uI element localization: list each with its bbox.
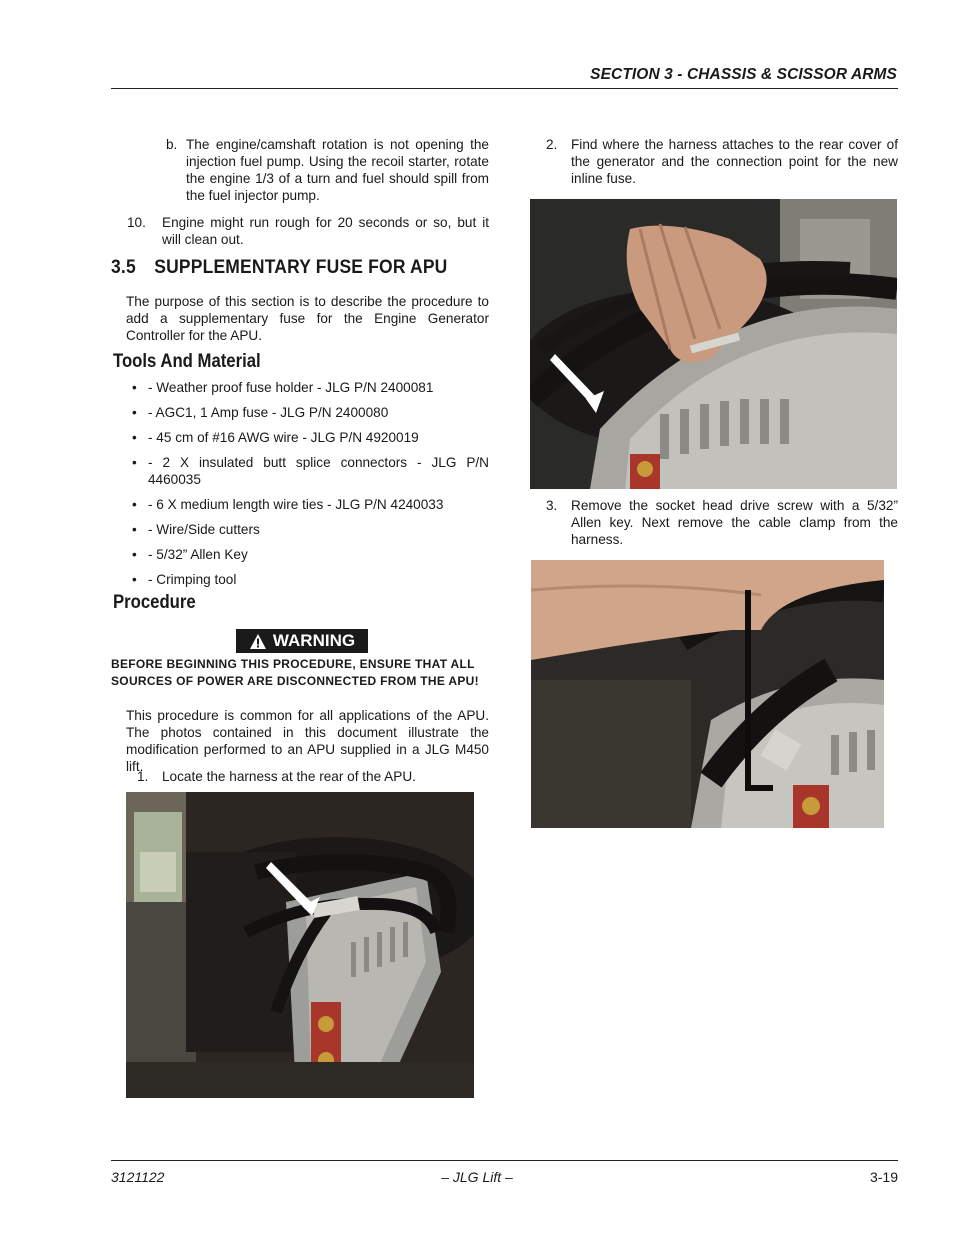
list-item: • - 6 X medium length wire ties - JLG P/N 4240033 bbox=[132, 497, 444, 512]
step-10-text: Engine might run rough for 20 seconds or so, but it will clean out. bbox=[162, 215, 489, 247]
section-title: SUPPLEMENTARY FUSE FOR APU bbox=[154, 257, 448, 278]
procedure-intro: This procedure is common for all applications of the APU. The photos contained in this document illustrate the modification performed to an APU supplied in a JLG M450 lift. bbox=[126, 708, 489, 774]
list-item: • - 45 cm of #16 AWG wire - JLG P/N 4920019 bbox=[132, 430, 419, 445]
section-number: 3.5 bbox=[111, 257, 136, 278]
step-3-text: Remove the socket head drive screw with a 5/32” Allen key. Next remove the cable clamp from the harness. bbox=[571, 498, 898, 547]
step-b-marker: b. bbox=[166, 137, 178, 152]
warning-banner bbox=[236, 629, 368, 653]
tools-heading-wrap bbox=[113, 353, 281, 370]
step-2-text: Find where the harness attaches to the rear cover of the generator and the connection point for the new inline fuse. bbox=[571, 137, 898, 186]
warning-triangle-icon bbox=[249, 633, 267, 650]
step-10-marker: 10. bbox=[127, 215, 146, 230]
step-2-marker: 2. bbox=[546, 137, 558, 152]
footer-divider bbox=[111, 1160, 898, 1161]
step-1-text: Locate the harness at the rear of the APU. bbox=[162, 769, 416, 784]
step-3 bbox=[546, 497, 898, 548]
step-b-text: The engine/camshaft rotation is not opening the injection fuel pump. Using the recoil starter, rotate the engine 1/3 of a turn and fuel should spill from the fuel injector pump. bbox=[186, 137, 489, 203]
step-2 bbox=[546, 136, 898, 187]
list-item: • - 5/32” Allen Key bbox=[132, 547, 248, 562]
procedure-heading: Procedure bbox=[113, 592, 196, 613]
step-1-marker: 1. bbox=[137, 769, 149, 784]
photo-apu-harness bbox=[126, 792, 474, 1098]
warning-label: WARNING bbox=[272, 631, 356, 650]
list-item: • - Wire/Side cutters bbox=[132, 522, 260, 537]
warning-text: BEFORE BEGINNING THIS PROCEDURE, ENSURE THAT ALL SOURCES OF POWER ARE DISCONNECTED FROM THE APU! bbox=[111, 657, 479, 688]
tools-list bbox=[127, 379, 489, 596]
step-b bbox=[166, 136, 489, 204]
procedure-heading-wrap bbox=[113, 594, 207, 611]
step-10 bbox=[127, 214, 489, 248]
footer-center: – JLG Lift – bbox=[441, 1169, 513, 1185]
section-intro: The purpose of this section is to describe the procedure to add a supplementary fuse for the Engine Generator Controller for the APU. bbox=[126, 294, 489, 343]
header-divider bbox=[111, 88, 898, 89]
tools-heading: Tools And Material bbox=[113, 351, 261, 372]
page-number: 3-19 bbox=[869, 1169, 898, 1185]
section-header: SECTION 3 - CHASSIS & SCISSOR ARMS bbox=[590, 66, 897, 83]
list-item: • - 2 X insulated butt splice connectors - JLG P/N 4460035 bbox=[132, 455, 489, 487]
list-item: • - Weather proof fuse holder - JLG P/N 2400081 bbox=[132, 380, 434, 395]
photo-harness-rear-cover bbox=[530, 199, 897, 489]
doc-number: 3121122 bbox=[111, 1169, 165, 1185]
list-item: • - Crimping tool bbox=[132, 572, 237, 587]
photo-allen-key-removal bbox=[531, 560, 884, 828]
list-item: • - AGC1, 1 Amp fuse - JLG P/N 2400080 bbox=[132, 405, 389, 420]
section-heading bbox=[111, 259, 511, 276]
step-1 bbox=[137, 768, 489, 785]
step-3-marker: 3. bbox=[546, 498, 558, 513]
